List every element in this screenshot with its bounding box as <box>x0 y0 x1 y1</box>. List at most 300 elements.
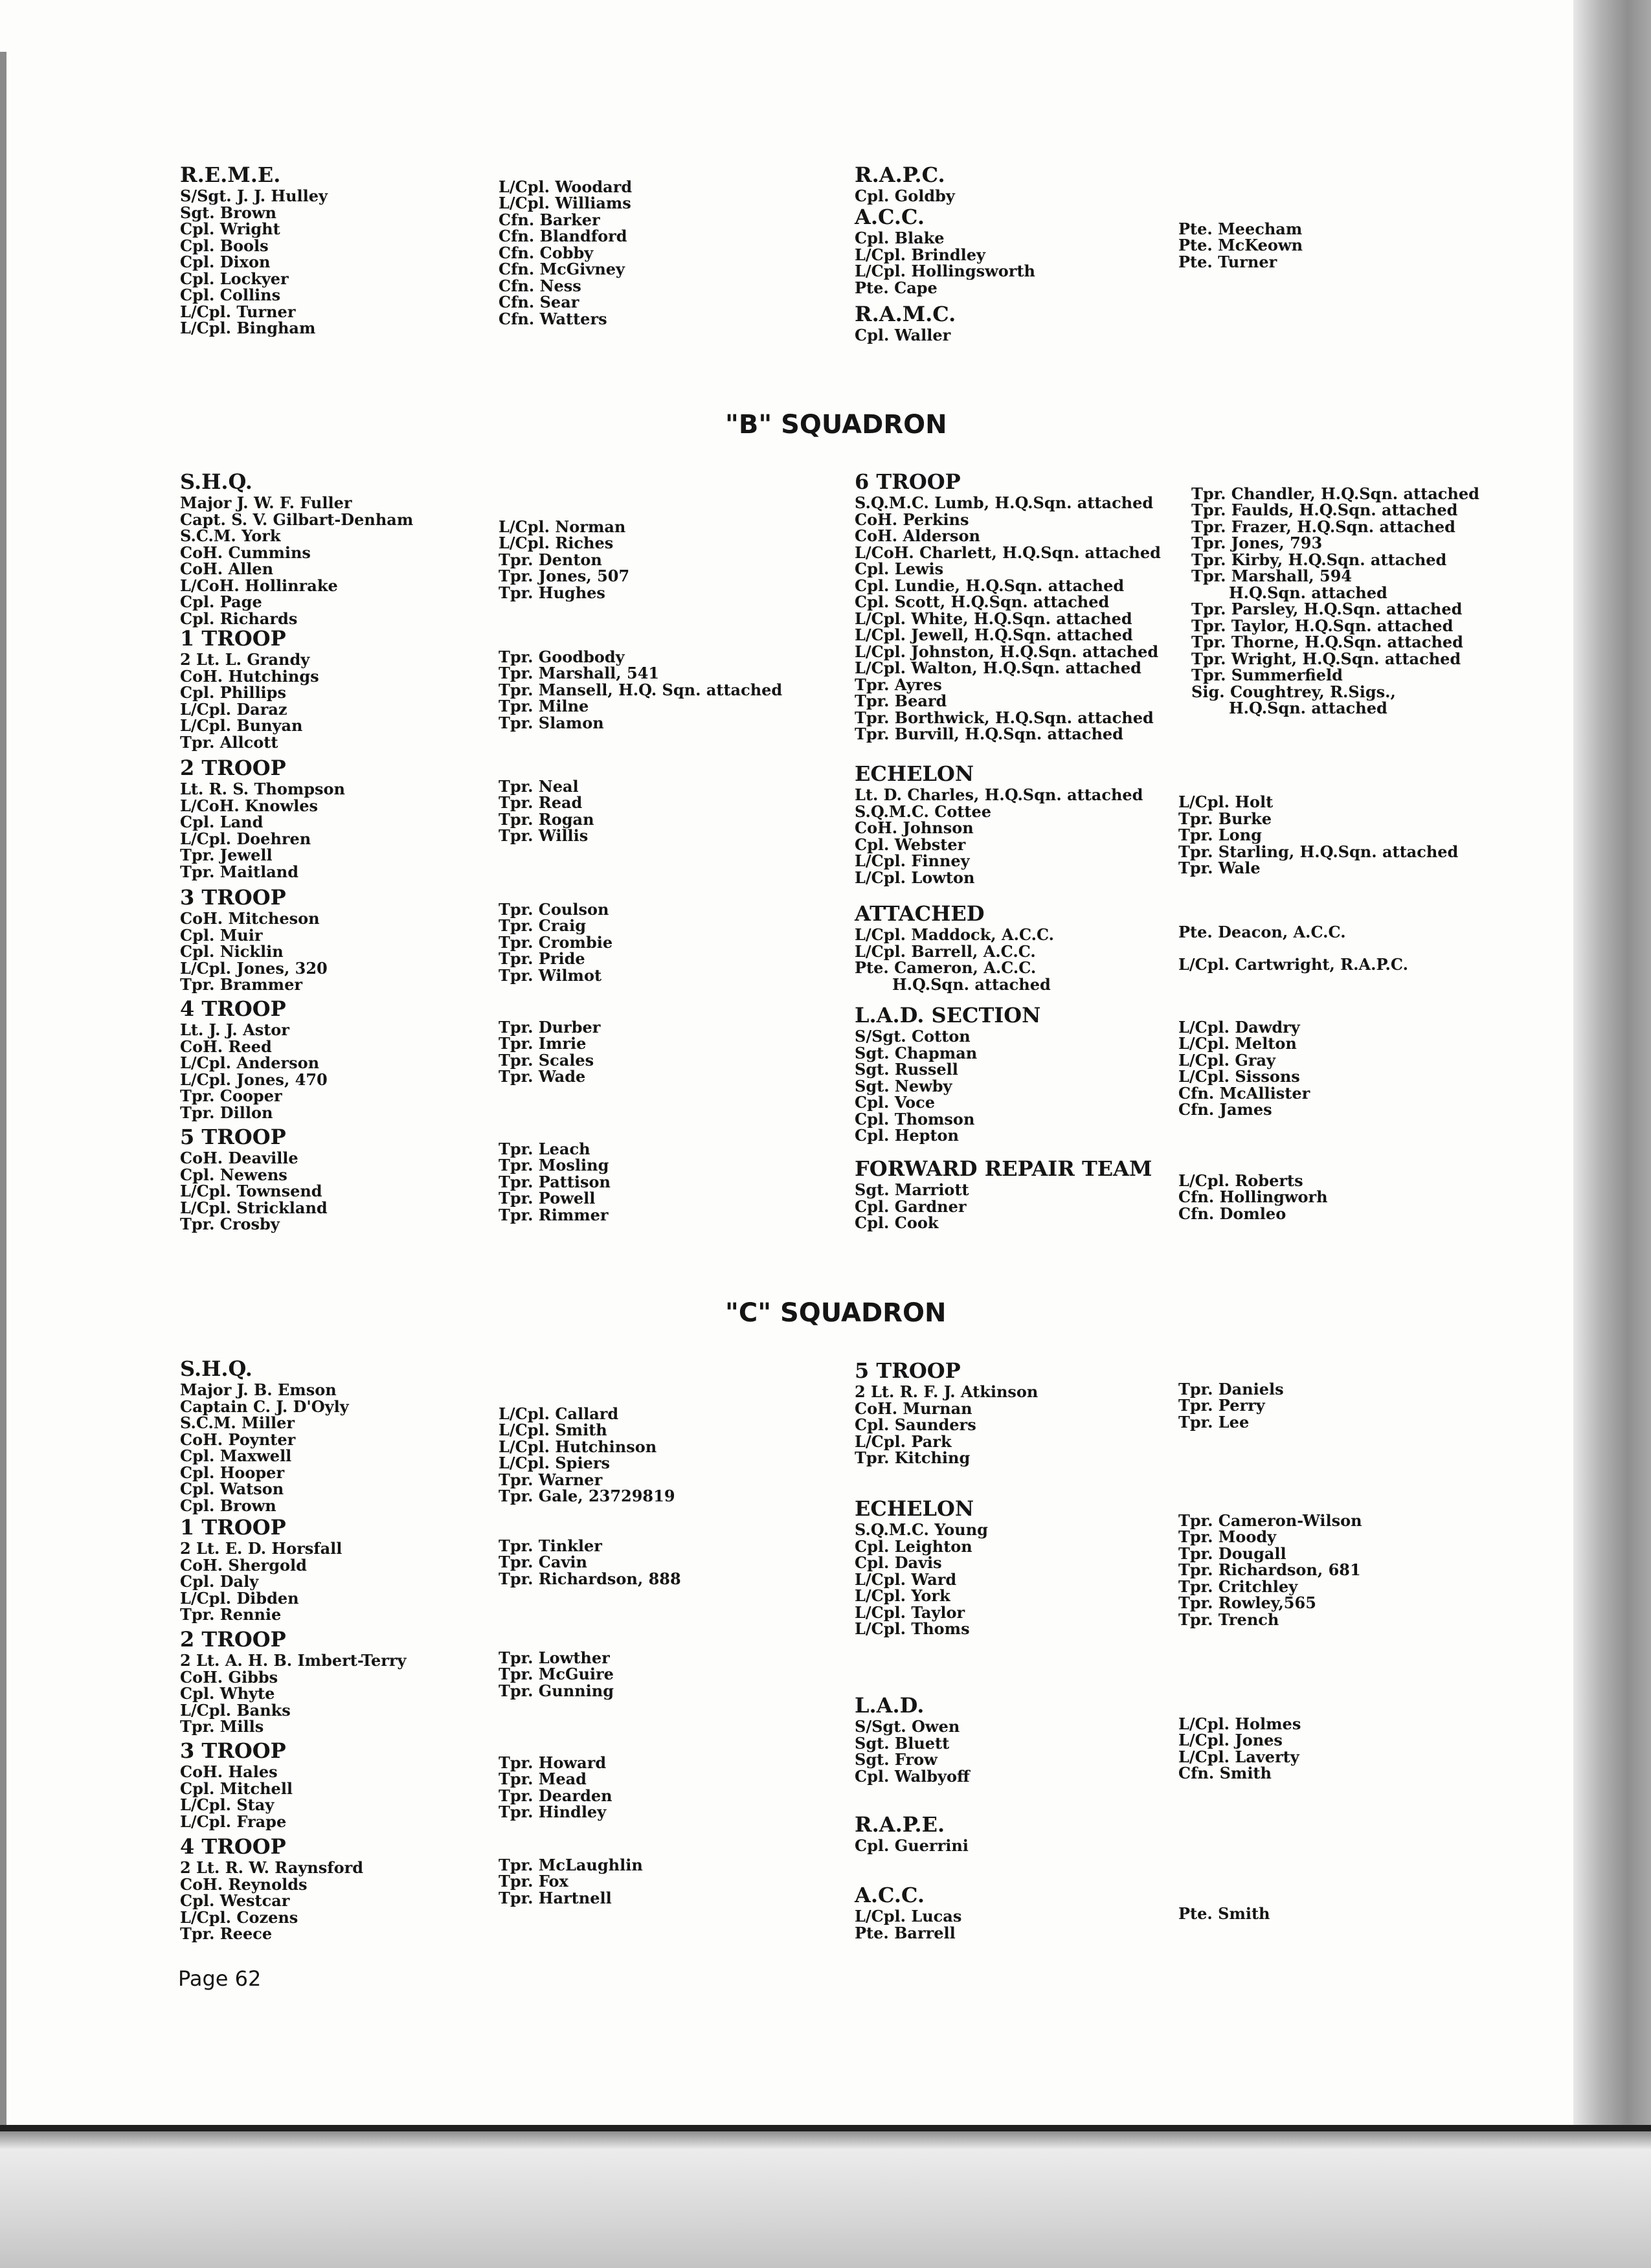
roster-entry: Tpr. Wade <box>499 1067 586 1086</box>
roster-entry: Tpr. Howard <box>499 1753 607 1772</box>
roster-entry: Sgt. Frow <box>855 1750 938 1769</box>
roster-entry: Tpr. Daniels <box>1178 1379 1284 1398</box>
roster-entry: S/Sgt. Owen <box>855 1717 960 1736</box>
roster-entry: L/Cpl. Johnston, H.Q.Sqn. attached <box>855 642 1159 661</box>
roster-entry: L/Cpl. Jones, 470 <box>180 1070 328 1089</box>
roster-entry: Major J. B. Emson <box>180 1380 337 1399</box>
roster-entry: Cpl. Brown <box>180 1496 276 1515</box>
roster-entry: S/Sgt. Cotton <box>855 1027 971 1046</box>
b-shq-list-col2 <box>499 469 629 601</box>
roster-entry: CoH. Allen <box>180 559 274 578</box>
roster-entry: S.C.M. Miller <box>180 1413 295 1432</box>
section-heading: L.A.D. SECTION <box>855 1003 1041 1027</box>
c-shq-list <box>180 1356 349 1514</box>
roster-entry: L/Cpl. Finney <box>855 851 970 870</box>
roster-entry: Tpr. Warner <box>499 1470 603 1489</box>
roster-entry: Cpl. Leighton <box>855 1536 972 1556</box>
scan-edge-line <box>0 2125 1651 2131</box>
roster-entry: Tpr. Gunning <box>499 1681 614 1700</box>
roster-entry: L/Cpl. Dibden <box>180 1588 299 1608</box>
roster-entry: Tpr. Gale, 23729819 <box>499 1487 675 1505</box>
roster-entry: Tpr. Maitland <box>180 862 299 881</box>
roster-entry: Tpr. Powell <box>499 1189 596 1207</box>
section-heading: S.H.Q. <box>180 469 253 494</box>
roster-entry: Cpl. Lewis <box>855 559 944 578</box>
roster-entry: Sig. Coughtrey, R.Sigs., <box>1191 682 1396 701</box>
roster-entry: Cpl. Wright <box>180 219 280 238</box>
roster-entry: L/Cpl. Melton <box>1178 1034 1297 1053</box>
b-troop1-list <box>180 625 319 750</box>
roster-entry: Captain C. J. D'Oyly <box>180 1397 349 1416</box>
roster-entry: Tpr. Lowther <box>499 1648 610 1667</box>
roster-entry: L/Cpl. Gray <box>1178 1050 1275 1070</box>
roster-entry: Tpr. Ayres <box>855 675 942 694</box>
roster-entry: L/Cpl. Strickland <box>180 1198 328 1217</box>
roster-entry: Tpr. Thorne, H.Q.Sqn. attached <box>1191 633 1463 651</box>
roster-entry: Tpr. Wright, H.Q.Sqn. attached <box>1191 649 1461 668</box>
roster-entry: Pte. McKeown <box>1178 236 1303 254</box>
roster-entry: Cpl. Scott, H.Q.Sqn. attached <box>855 592 1110 611</box>
section-heading: 6 TROOP <box>855 469 961 494</box>
roster-entry: Cfn. McGivney <box>499 260 625 278</box>
roster-entry: Cpl. Newens <box>180 1165 287 1184</box>
c-echelon-list-col2 <box>1178 1496 1362 1628</box>
roster-entry: Tpr. Dearden <box>499 1786 612 1805</box>
roster-entry: Cfn. McAllister <box>1178 1083 1310 1103</box>
roster-entry: Tpr. Summerfield <box>1191 666 1343 684</box>
roster-entry: Cfn. Watters <box>499 309 607 328</box>
section-heading: S.H.Q. <box>180 1356 253 1381</box>
roster-entry: L/Cpl. Brindley <box>855 245 985 264</box>
roster-entry: CoH. Reed <box>180 1037 272 1056</box>
roster-entry: Cpl. Hooper <box>180 1463 285 1482</box>
roster-entry: Pte. Cameron, A.C.C. <box>855 958 1037 977</box>
roster-entry: Tpr. Lee <box>1178 1412 1250 1432</box>
roster-entry: Cpl. Dixon <box>180 253 271 271</box>
roster-entry: Tpr. Kitching <box>855 1448 971 1467</box>
roster-entry: Tpr. Burvill, H.Q.Sqn. attached <box>855 724 1123 743</box>
roster-entry: L/Cpl. Jones <box>1178 1731 1283 1750</box>
roster-entry: Tpr. Neal <box>499 776 579 796</box>
roster-entry: S.C.M. York <box>180 526 281 545</box>
roster-entry: L/Cpl. Frape <box>180 1812 287 1831</box>
roster-entry: Major J. W. F. Fuller <box>180 493 352 512</box>
roster-entry: Tpr. Read <box>499 793 583 813</box>
c-troop4-list-col2 <box>499 1834 643 1906</box>
reme-list <box>180 162 328 337</box>
roster-entry: Cpl. Whyte <box>180 1684 275 1703</box>
roster-entry: Tpr. Rimmer <box>499 1205 609 1224</box>
roster-entry: L/Cpl. Turner <box>180 302 296 321</box>
section-heading: 2 TROOP <box>180 1627 286 1652</box>
roster-entry: Cpl. Thomson <box>855 1109 975 1128</box>
section-heading: 3 TROOP <box>180 885 286 910</box>
roster-entry: CoH. Hales <box>180 1762 278 1781</box>
b-troop2-list <box>180 755 345 880</box>
b-squadron-title: "B" SQUADRON <box>725 410 947 440</box>
b-echelon-list <box>855 761 1143 886</box>
roster-entry: Tpr. Allcott <box>180 732 278 752</box>
section-heading: 3 TROOP <box>180 1738 286 1763</box>
roster-entry: Sgt. Brown <box>180 203 276 222</box>
roster-entry: H.Q.Sqn. attached <box>892 974 1051 994</box>
roster-entry: Tpr. Marshall, 594 <box>1191 567 1353 585</box>
roster-entry: L/Cpl. Jones, 320 <box>180 958 328 978</box>
roster-entry: Tpr. Faulds, H.Q.Sqn. attached <box>1191 500 1458 519</box>
b-troop3-list <box>180 884 328 993</box>
section-heading: ATTACHED <box>855 901 985 926</box>
b-troop4-list-col2 <box>499 996 600 1085</box>
roster-entry: Tpr. Taylor, H.Q.Sqn. attached <box>1191 616 1454 635</box>
b-troop6-list-col2 <box>1191 469 1479 717</box>
roster-entry: L/CoH. Knowles <box>180 796 319 815</box>
roster-entry: Pte. Deacon, A.C.C. <box>1178 922 1346 941</box>
roster-entry: Sgt. Marriott <box>855 1180 969 1199</box>
section-heading: 4 TROOP <box>180 996 286 1021</box>
roster-entry: H.Q.Sqn. attached <box>1229 583 1387 602</box>
roster-entry: Tpr. Pride <box>499 949 585 968</box>
roster-entry: L/Cpl. Anderson <box>180 1053 320 1072</box>
c-troop3-list-col2 <box>499 1738 612 1821</box>
roster-entry: 2 Lt. A. H. B. Imbert-Terry <box>180 1651 407 1670</box>
b-forward-repair-team-list <box>855 1156 1152 1231</box>
roster-entry: Cpl. Page <box>180 592 262 611</box>
c-troop1-list <box>180 1514 342 1623</box>
rapc-list <box>855 162 955 205</box>
roster-entry: Tpr. Cavin <box>499 1553 587 1572</box>
b-attached-list-col2 <box>1178 901 1408 973</box>
roster-entry: CoH. Gibbs <box>180 1667 278 1687</box>
roster-entry: Tpr. McLaughlin <box>499 1855 643 1874</box>
roster-entry: L/Cpl. Banks <box>180 1700 291 1720</box>
roster-entry: CoH. Shergold <box>180 1555 307 1575</box>
roster-entry: Tpr. Scales <box>499 1050 594 1070</box>
roster-entry: Tpr. Hughes <box>499 583 605 602</box>
roster-entry: Tpr. Parsley, H.Q.Sqn. attached <box>1191 600 1463 618</box>
section-heading: 2 TROOP <box>180 756 286 780</box>
roster-entry: Cpl. Richards <box>180 609 298 628</box>
b-forward-repair-team-list-col2 <box>1178 1156 1328 1222</box>
roster-entry: Tpr. Pattison <box>499 1172 611 1191</box>
roster-entry: Tpr. Mosling <box>499 1156 609 1174</box>
roster-entry: L/Cpl. Bunyan <box>180 716 303 735</box>
roster-entry: Tpr. Leach <box>499 1139 590 1158</box>
roster-entry: S.Q.M.C. Young <box>855 1520 988 1539</box>
roster-entry: Tpr. Coulson <box>499 899 609 919</box>
roster-entry: Tpr. Willis <box>499 826 589 846</box>
roster-entry: S.Q.M.C. Cottee <box>855 802 992 821</box>
b-troop1-list-col2 <box>499 625 782 731</box>
roster-entry: L/Cpl. Roberts <box>1178 1171 1303 1190</box>
roster-entry: Tpr. Jewell <box>180 846 273 864</box>
roster-entry: Tpr. Rennie <box>180 1605 282 1624</box>
roster-entry: Tpr. Mills <box>180 1717 264 1736</box>
roster-entry: S.Q.M.C. Lumb, H.Q.Sqn. attached <box>855 493 1154 512</box>
roster-entry: Cfn. Cobby <box>499 243 594 262</box>
roster-entry: Tpr. Craig <box>499 916 586 935</box>
roster-entry: Tpr. Denton <box>499 550 602 569</box>
roster-entry: Cpl. Waller <box>855 326 951 344</box>
roster-entry: L/Cpl. Cozens <box>180 1907 298 1927</box>
roster-entry: Tpr. Rogan <box>499 809 594 829</box>
roster-entry: L/Cpl. Woodard <box>499 177 633 196</box>
roster-entry: L/Cpl. Callard <box>499 1404 619 1423</box>
c-troop4-list <box>180 1834 363 1942</box>
roster-entry: Tpr. Burke <box>1178 809 1272 828</box>
roster-entry: Cpl. Cook <box>855 1213 939 1232</box>
roster-entry: CoH. Perkins <box>855 510 969 529</box>
roster-entry: CoH. Johnson <box>855 818 974 837</box>
roster-entry: L/Cpl. Thoms <box>855 1619 970 1638</box>
c-lad-list-col2 <box>1178 1692 1301 1782</box>
b-attached-list <box>855 901 1054 993</box>
roster-entry: S/Sgt. J. J. Hulley <box>180 186 328 205</box>
roster-entry: Tpr. Long <box>1178 825 1262 844</box>
section-heading: FORWARD REPAIR TEAM <box>855 1156 1152 1181</box>
b-troop6-list <box>855 469 1161 743</box>
roster-entry: CoH. Mitcheson <box>180 909 320 928</box>
section-heading: ECHELON <box>855 761 974 786</box>
roster-entry: Tpr. Cooper <box>180 1086 282 1105</box>
roster-entry: Cpl. Land <box>180 813 264 831</box>
roster-entry: L/Cpl. Park <box>855 1432 952 1451</box>
roster-entry: Pte. Turner <box>1178 252 1277 271</box>
roster-entry: Tpr. Dougall <box>1178 1544 1286 1563</box>
roster-entry: Pte. Smith <box>1178 1903 1270 1923</box>
roster-entry: L/Cpl. Doehren <box>180 829 311 848</box>
roster-entry: Sgt. Russell <box>855 1060 958 1079</box>
roster-entry: Tpr. Dillon <box>180 1103 273 1122</box>
roster-entry: Sgt. Bluett <box>855 1733 950 1753</box>
c-acc-list-col2 <box>1178 1882 1270 1922</box>
roster-entry: Tpr. Imrie <box>499 1034 587 1053</box>
roster-entry: Tpr. Crombie <box>499 932 613 952</box>
c-acc-list <box>855 1882 961 1941</box>
acc-list <box>855 204 1035 296</box>
b-troop5-list-col2 <box>499 1124 611 1223</box>
roster-entry: Tpr. Starling, H.Q.Sqn. attached <box>1178 842 1459 861</box>
roster-entry: Tpr. Reece <box>180 1924 273 1943</box>
roster-entry: Lt. R. S. Thompson <box>180 780 345 798</box>
roster-entry: Cfn. Sear <box>499 293 579 311</box>
roster-entry: L/Cpl. Jewell, H.Q.Sqn. attached <box>855 625 1133 644</box>
roster-entry: Tpr. Beard <box>855 691 947 710</box>
roster-entry: Tpr. Cameron-Wilson <box>1178 1510 1362 1530</box>
c-shq-list-col2 <box>499 1356 675 1505</box>
roster-entry: L/CoH. Hollinrake <box>180 576 338 595</box>
roster-entry: Cpl. Lundie, H.Q.Sqn. attached <box>855 576 1125 595</box>
roster-entry: Tpr. Borthwick, H.Q.Sqn. attached <box>855 708 1154 727</box>
roster-entry: Cpl. Walbyoff <box>855 1766 970 1786</box>
roster-entry: Tpr. Moody <box>1178 1527 1277 1546</box>
roster-entry: Cpl. Goldby <box>855 186 955 205</box>
c-troop1-list-col2 <box>499 1514 681 1587</box>
roster-entry: Cfn. Barker <box>499 210 600 229</box>
roster-entry: L/Cpl. White, H.Q.Sqn. attached <box>855 609 1132 628</box>
roster-entry: Tpr. Mansell, H.Q. Sqn. attached <box>499 680 783 699</box>
roster-entry: CoH. Cummins <box>180 543 311 562</box>
roster-entry: L/Cpl. Taylor <box>855 1602 965 1622</box>
roster-entry: Tpr. Mead <box>499 1769 587 1788</box>
roster-entry: L/Cpl. Lucas <box>855 1907 962 1926</box>
c-squadron-title: "C" SQUADRON <box>725 1298 947 1328</box>
roster-entry: Pte. Cape <box>855 278 938 297</box>
page-edge-shadow <box>1573 0 1651 2130</box>
roster-entry: CoH. Deaville <box>180 1149 298 1167</box>
b-lad-section-list-col2 <box>1178 1002 1310 1118</box>
b-troop4-list <box>180 996 328 1121</box>
roster-entry: Cpl. Mitchell <box>180 1779 293 1798</box>
b-echelon-list-col2 <box>1178 761 1458 877</box>
section-heading: A.C.C. <box>855 1883 925 1907</box>
roster-entry: Tpr. Durber <box>499 1017 601 1037</box>
roster-entry: CoH. Alderson <box>855 526 980 545</box>
roster-entry: L/Cpl. Townsend <box>180 1182 322 1200</box>
roster-entry: Cfn. Ness <box>499 276 581 295</box>
roster-entry: L/Cpl. Spiers <box>499 1454 611 1472</box>
section-heading: A.C.C. <box>855 205 925 229</box>
roster-entry: L/Cpl. Dawdry <box>1178 1017 1300 1037</box>
roster-entry: L/Cpl. Cartwright, R.A.P.C. <box>1178 955 1408 974</box>
roster-entry: Tpr. Wale <box>1178 859 1261 877</box>
roster-entry: 2 Lt. E. D. Horsfall <box>180 1539 343 1558</box>
c-rape-list <box>855 1812 969 1854</box>
roster-entry: 2 Lt. L. Grandy <box>180 650 310 669</box>
roster-entry: L/Cpl. Hollingsworth <box>855 262 1035 280</box>
roster-entry: L/Cpl. York <box>855 1586 950 1605</box>
roster-entry: Tpr. McGuire <box>499 1665 614 1684</box>
roster-entry: Pte. Meecham <box>1178 219 1303 238</box>
roster-entry: Pte. Barrell <box>855 1923 956 1942</box>
roster-entry: Cpl. Hepton <box>855 1126 959 1145</box>
roster-entry: Cfn. James <box>1178 1100 1272 1119</box>
section-heading: L.A.D. <box>855 1693 925 1718</box>
roster-entry: Cpl. Nicklin <box>180 942 284 961</box>
acc-list-col2 <box>1178 204 1303 270</box>
section-heading: R.A.P.C. <box>855 163 945 187</box>
scan-background <box>0 2130 1651 2268</box>
section-heading: 1 TROOP <box>180 626 286 651</box>
roster-entry: Cpl. Watson <box>180 1479 284 1498</box>
roster-entry: Cfn. Domleo <box>1178 1204 1286 1223</box>
b-troop3-list-col2 <box>499 884 612 983</box>
section-heading: R.E.M.E. <box>180 163 281 187</box>
roster-entry: Tpr. Slamon <box>499 713 604 732</box>
roster-entry: Tpr. Kirby, H.Q.Sqn. attached <box>1191 550 1447 569</box>
roster-entry: L/Cpl. Smith <box>499 1420 607 1439</box>
c-troop2-list-col2 <box>499 1626 614 1699</box>
c-lad-list <box>855 1692 970 1784</box>
roster-entry: Tpr. Milne <box>499 697 589 716</box>
b-shq-list <box>180 469 413 627</box>
b-troop5-list <box>180 1124 328 1233</box>
roster-entry: Tpr. Jones, 793 <box>1191 533 1323 552</box>
roster-entry: Cpl. Daly <box>180 1572 259 1591</box>
roster-entry: L/Cpl. Ward <box>855 1569 957 1589</box>
roster-entry: Cpl. Bools <box>180 236 269 255</box>
ramc-list <box>855 301 956 344</box>
section-heading: 5 TROOP <box>855 1358 961 1383</box>
roster-entry: Cfn. Smith <box>1178 1764 1272 1783</box>
roster-entry: L/Cpl. Maddock, A.C.C. <box>855 925 1055 944</box>
roster-entry: Tpr. Crosby <box>180 1215 280 1233</box>
roster-entry: L/Cpl. Williams <box>499 194 631 212</box>
roster-entry: H.Q.Sqn. attached <box>1229 699 1387 717</box>
roster-entry: Cpl. Westcar <box>180 1891 290 1910</box>
roster-entry: L/Cpl. Laverty <box>1178 1747 1299 1766</box>
roster-entry: Capt. S. V. Gilbart-Denham <box>180 510 414 529</box>
roster-entry: Cpl. Guerrini <box>855 1836 969 1855</box>
roster-entry: L/Cpl. Hutchinson <box>499 1437 657 1456</box>
roster-entry: Cpl. Maxwell <box>180 1446 292 1465</box>
c-troop2-list <box>180 1626 406 1735</box>
roster-entry: Tpr. Marshall, 541 <box>499 664 660 683</box>
roster-entry: Tpr. Wilmot <box>499 965 602 985</box>
roster-entry: L/Cpl. Bingham <box>180 319 316 337</box>
roster-entry: L/Cpl. Holmes <box>1178 1714 1301 1733</box>
roster-entry: Cpl. Gardner <box>855 1196 967 1216</box>
section-heading: 1 TROOP <box>180 1515 286 1540</box>
roster-entry: Cpl. Saunders <box>855 1415 976 1434</box>
roster-entry: Lt. J. J. Astor <box>180 1020 289 1039</box>
roster-entry: Sgt. Newby <box>855 1076 952 1095</box>
roster-entry: 2 Lt. R. W. Raynsford <box>180 1858 364 1877</box>
roster-entry: L/Cpl. Stay <box>180 1795 275 1814</box>
c-troop5-list-col2 <box>1178 1358 1284 1430</box>
roster-entry: CoH. Poynter <box>180 1430 296 1449</box>
roster-entry: Tpr. Brammer <box>180 975 302 994</box>
section-heading: ECHELON <box>855 1496 974 1521</box>
roster-entry: Tpr. Tinkler <box>499 1536 602 1555</box>
roster-entry: L/Cpl. Holt <box>1178 792 1274 811</box>
roster-entry: Tpr. Richardson, 888 <box>499 1569 681 1588</box>
roster-entry: Tpr. Frazer, H.Q.Sqn. attached <box>1191 517 1455 536</box>
roster-entry: Tpr. Critchley <box>1178 1577 1298 1596</box>
roster-entry: Tpr. Trench <box>1178 1610 1279 1629</box>
roster-entry: L/Cpl. Daraz <box>180 699 287 719</box>
roster-entry: Tpr. Perry <box>1178 1396 1265 1415</box>
roster-entry: CoH. Hutchings <box>180 666 319 686</box>
page-number: Page 62 <box>178 1966 262 1991</box>
roster-entry: Cpl. Webster <box>855 835 966 854</box>
roster-entry: Tpr. Rowley,565 <box>1178 1593 1316 1612</box>
section-heading: R.A.P.E. <box>855 1812 945 1837</box>
roster-entry: Cpl. Lockyer <box>180 269 289 288</box>
page-left-edge <box>0 52 6 2137</box>
roster-entry: Cpl. Collins <box>180 286 281 304</box>
roster-entry: L/CoH. Charlett, H.Q.Sqn. attached <box>855 543 1161 562</box>
c-echelon-list <box>855 1496 988 1637</box>
roster-entry: L/Cpl. Barrell, A.C.C. <box>855 941 1036 961</box>
roster-entry: CoH. Murnan <box>855 1398 972 1418</box>
roster-entry: Cpl. Phillips <box>180 683 286 702</box>
section-heading: 5 TROOP <box>180 1125 286 1149</box>
c-troop3-list <box>180 1738 293 1830</box>
roster-entry: Sgt. Chapman <box>855 1043 978 1062</box>
roster-entry: CoH. Reynolds <box>180 1874 308 1894</box>
roster-entry: Tpr. Fox <box>499 1872 568 1891</box>
roster-entry: Tpr. Richardson, 681 <box>1178 1560 1361 1579</box>
roster-entry: Cpl. Blake <box>855 229 945 247</box>
roster-entry: L/Cpl. Norman <box>499 517 626 536</box>
roster-entry: Tpr. Hindley <box>499 1802 607 1821</box>
roster-entry: Cpl. Voce <box>855 1093 936 1112</box>
section-heading: R.A.M.C. <box>855 302 956 326</box>
c-troop5-list <box>855 1358 1038 1466</box>
roster-entry: L/Cpl. Sissons <box>1178 1067 1300 1086</box>
roster-entry: Cfn. Blandford <box>499 227 627 245</box>
roster-entry: Tpr. Hartnell <box>499 1888 612 1907</box>
